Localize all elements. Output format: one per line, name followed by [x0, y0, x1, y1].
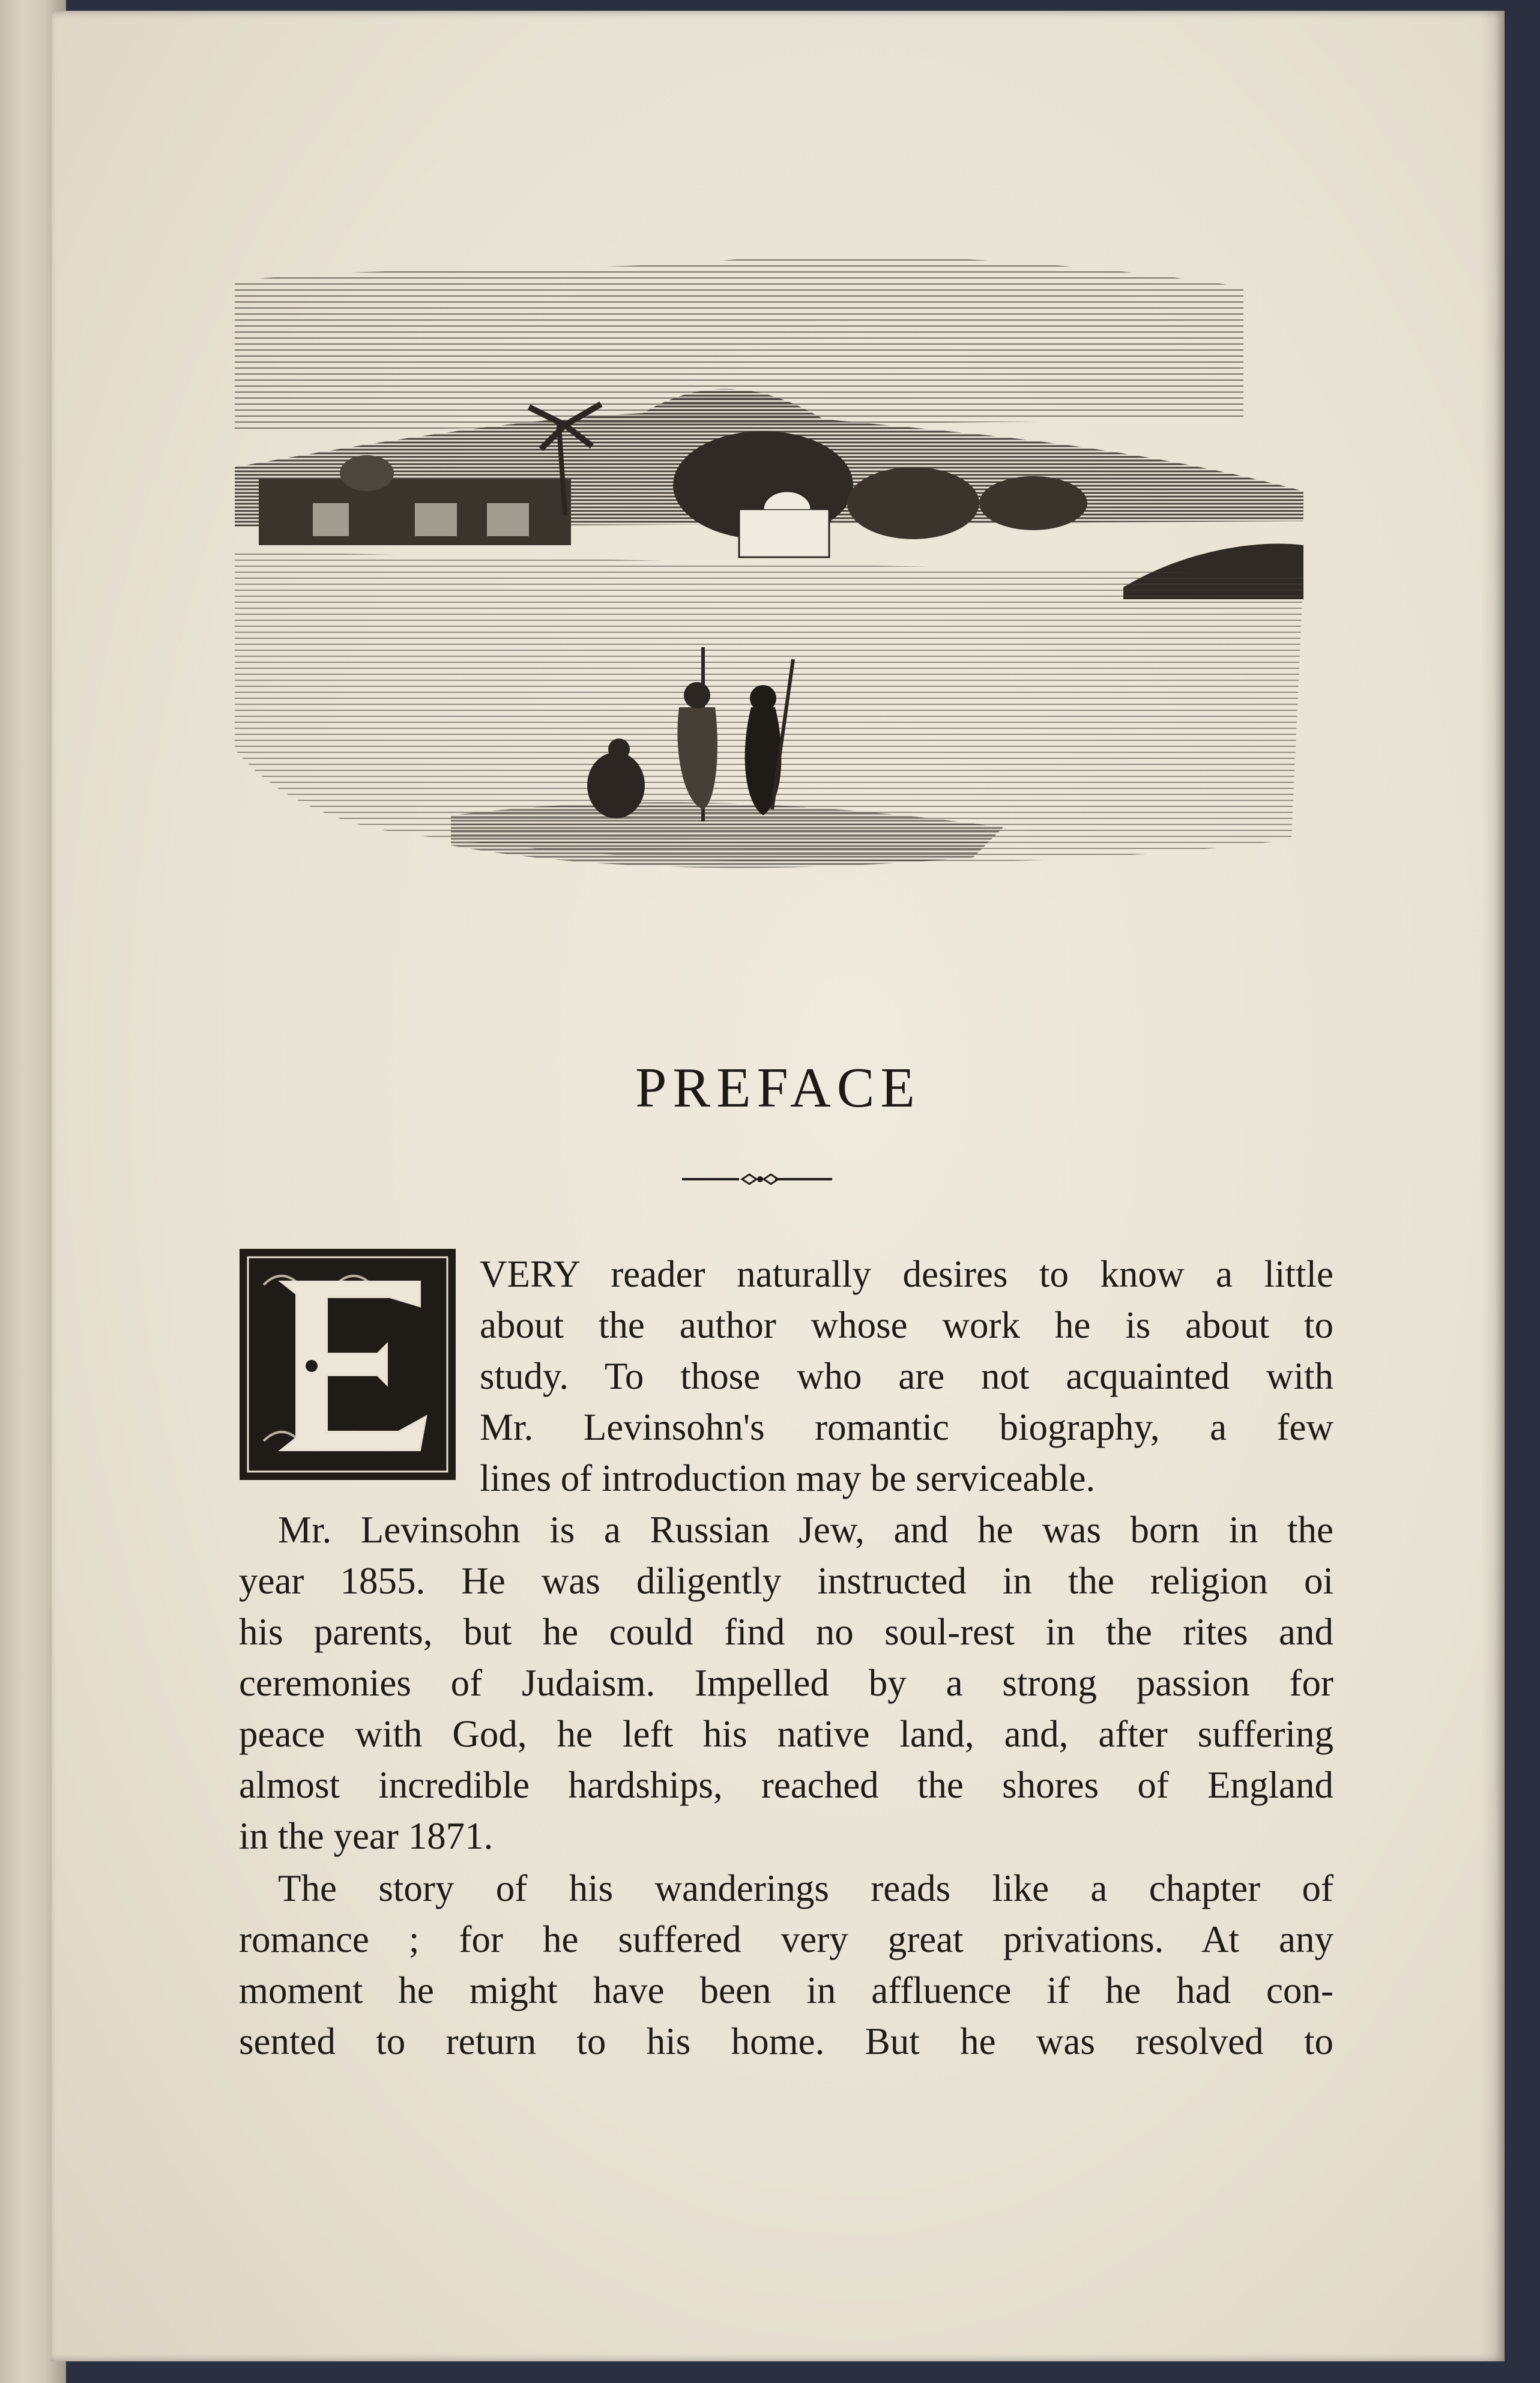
- landscape-engraving: [223, 239, 1321, 893]
- text-line: his parents, but he could find no soul-rest in the rites and: [239, 1611, 1333, 1653]
- text-line: VERY reader naturally desires to know a little: [480, 1253, 1333, 1295]
- text-line: lines of introduction may be serviceable.: [480, 1457, 1096, 1499]
- text-line: romance ; for he suffered very great privations. At any: [239, 1918, 1333, 1960]
- text-line: The story of his wanderings reads like a chapter of: [278, 1867, 1333, 1909]
- text-line: Mr. Levinsohn is a Russian Jew, and he was born in the: [278, 1509, 1333, 1551]
- text-line: year 1855. He was diligently instructed in the religion oi: [239, 1560, 1333, 1602]
- text-line: moment he might have been in affluence if he had con-: [239, 1969, 1333, 2011]
- page-edge-shadow: [1481, 11, 1505, 2361]
- title-ornament-divider: [682, 1173, 832, 1186]
- text-line: about the author whose work he is about to: [480, 1304, 1333, 1346]
- text-line: in the year 1871.: [239, 1815, 494, 1857]
- text-line: study. To those who are not acquainted with: [480, 1355, 1333, 1397]
- text-line: Mr. Levinsohn's romantic biography, a few: [480, 1406, 1333, 1448]
- decorative-drop-cap-e: [240, 1249, 456, 1480]
- text-line: almost incredible hardships, reached the shores of England: [239, 1764, 1333, 1806]
- text-line: peace with God, he left his native land, and, after suffering: [239, 1713, 1333, 1755]
- text-line: ceremonies of Judaism. Impelled by a strong passion for: [239, 1662, 1333, 1704]
- text-line: sented to return to his home. But he was resolved to: [239, 2020, 1333, 2062]
- page-title: PREFACE: [635, 1057, 921, 1119]
- book-page: [52, 11, 1505, 2361]
